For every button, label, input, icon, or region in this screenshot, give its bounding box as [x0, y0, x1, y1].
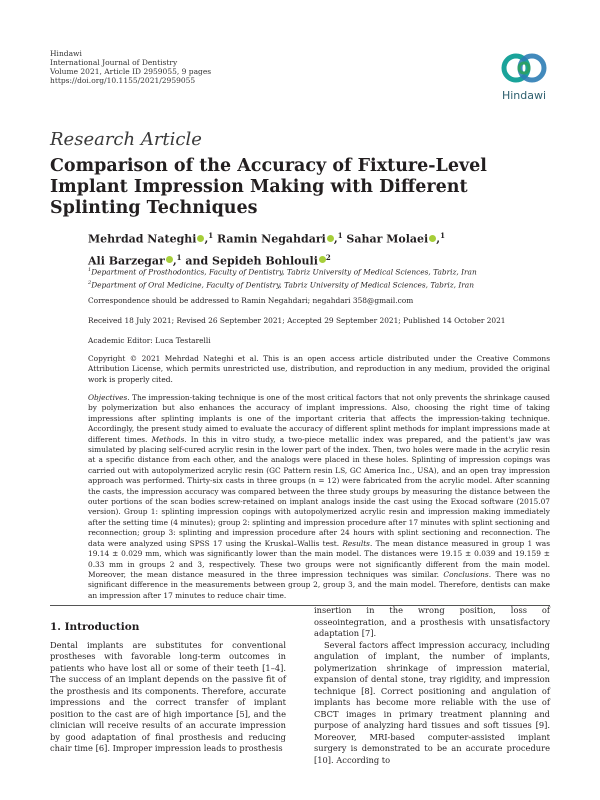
orcid-icon[interactable] — [319, 256, 326, 263]
journal-meta — [50, 49, 211, 85]
abstract-methods: In this in vitro study, a two-piece metallic index was prepared, and the patient's jaw was simulated by placing self-cured acrylic resin in the lower part of the index. Then, two holes were made in the acrylic resin at a specific distance from each other, and the analogs were placed in these holes. Splinting of impression copings was carried out with autopolymerized acrylic resin (GC Pattern resin LS, GC America Inc., USA), and an open tray impression approach was performed. Thirty-six casts in three groups (n = 12) were fabricated from the acrylic model. After scanning the casts, the impression accuracy was compared between the three study groups by measuring the distance between the outer portions of the scan bodies screw-retained on implant analogs inside the cast using the Exocad software (2015.07 version). Group 1: splinting impression copings with autopolymerized acrylic resin and impression making immediately after the setting time (4 minutes); group 2: splinting and impression procedure after 17 minutes with splint sectioning and reconnection; group 3: splinting and impression procedure after 24 hours with splint sectioning and reconnection. The data were analyzed using SPSS 17 using the Kruskal–Wallis test. — [88, 434, 550, 548]
abstract-objectives: The impression-taking technique is one of the most critical factors that not only prevents the shrinkage caused by polymerization but also enhances the accuracy of implant impressions. Also, choosing the right time of taking impressions after splinting implants is one of the important criteria that affects the impression-taking technique. Accordingly, the present study aimed to evaluate the accuracy of different splint methods for implant impressions made at different times. — [88, 393, 550, 444]
abstract-objectives-label: Objectives. — [88, 393, 130, 402]
author-name[interactable]: Ali Barzegar — [88, 254, 165, 268]
abstract-methods-label: Methods. — [151, 434, 187, 444]
orcid-icon[interactable] — [327, 235, 334, 242]
author-name[interactable]: Sahar Molaei — [346, 232, 429, 246]
correspondence: Correspondence should be addressed to Ramin Negahdari; negahdari 358@gmail.com — [88, 296, 414, 305]
intro-column-left — [50, 622, 286, 755]
doi-link[interactable]: https://doi.org/10.1155/2021/2959055 — [50, 76, 196, 85]
author-name[interactable]: Mehrdad Nateghi — [88, 232, 197, 246]
abstract — [88, 393, 550, 601]
hindawi-logo[interactable] — [494, 48, 554, 104]
logo-wordmark: Hindawi — [501, 89, 547, 102]
orcid-icon[interactable] — [166, 256, 173, 263]
affiliations: $^1$Department of Prosthodontics, Faculty of Dentistry, Tabriz University of Medical Sciences, Tabriz, Iran $^2$Department of Oral Medicine, Faculty of Dentistry, Tabriz University of Medical Sciences, Tabriz, Iran — [88, 267, 477, 290]
orcid-icon[interactable] — [197, 235, 204, 242]
abstract-results-label: Results. — [342, 538, 373, 548]
author-name[interactable]: Ramin Negahdari — [217, 232, 326, 246]
abstract-conclusions: There was no significant difference in the measurements between group 2, group 3, and the main model. Therefore, dentists can make an impression after 17 minutes to reduce chair time. — [88, 569, 550, 600]
author-name[interactable]: Sepideh Bohlouli — [212, 254, 318, 268]
volume-info: Volume 2021, Article ID 2959055, 9 pages — [50, 67, 212, 76]
orcid-icon[interactable] — [429, 235, 436, 242]
academic-editor: Academic Editor: Luca Testarelli — [88, 336, 211, 345]
affiliation-1: Department of Prosthodontics, Faculty of Dentistry, Tabriz University of Medical Sciences, Tabriz, Iran — [91, 267, 477, 277]
hindawi-logo-icon — [499, 48, 549, 88]
intro-paragraph: Dental implants are substitutes for conventional prostheses with favorable long-term outcomes in patients who have lost all or some of their teeth [1–4]. The success of an implant depends on the passive fit of the prosthesis and its components. Therefore, accurate impressions and the correct transfer of implant position to the cast are of high importance [5], and the clinician will receive results of an accurate impression by good adaptation of final prosthesis and reducing chair time [6]. Improper impression leads to prosthesis — [50, 639, 286, 753]
article-type: Research Article — [50, 129, 202, 150]
intro-paragraph: Several factors affect impression accuracy, including angulation of implant, the number of implants, polymerization shrinkage of impression material, expansion of dental stone, tray rigidity, and impression technique [8]. Correct positioning and angulation of implants has become more reliable with the use of CBCT images in primary treatment planning and purpose of analyzing hard tissues and soft tissues [9]. Moreover, MRI-based computer-assisted implant surgery is demonstrated to be an accurate procedure [10]. According to — [314, 639, 550, 765]
article-title: Comparison of the Accuracy of Fixture-Level Implant Impression Making with Different Splinting Techniques — [50, 156, 487, 218]
journal-name: International Journal of Dentistry — [50, 58, 178, 67]
intro-paragraph: insertion in the wrong position, loss of osseointegration, and a prosthesis with unsatisfactory adaptation [7]. — [314, 605, 550, 638]
section-heading-introduction: 1. Introduction — [50, 621, 140, 633]
copyright-notice: Copyright © 2021 Mehrdad Nateghi et al. This is an open access article distributed under the Creative Commons Attribution License, which permits unrestricted use, distribution, and reproduction in any medium, provided the original work is properly cited. — [88, 354, 550, 384]
affiliation-2: Department of Oral Medicine, Faculty of Dentistry, Tabriz University of Medical Sciences, Tabriz, Iran — [91, 280, 474, 290]
publication-dates: Received 18 July 2021; Revised 26 September 2021; Accepted 29 September 2021; Published 14 October 2021 — [88, 316, 506, 325]
author-list: Mehrdad Nateghi ,$^1$ Ramin Negahdari ,$^1$ Sahar Molaei ,$^1$ Ali Barzegar ,$^1$ and Sepideh Bohlouli $^2$ — [88, 231, 445, 268]
abstract-conclusions-label: Conclusions. — [443, 569, 492, 579]
intro-column-right — [314, 605, 550, 766]
abstract-results: The mean distance measured in group 1 was 19.14 ± 0.029 mm, which was significantly lower than the main model. The distances were 19.15 ± 0.039 and 19.159 ± 0.33 mm in groups 2 and 3, respectively. These two groups were not significantly different from the main model. Moreover, the mean distance measured in the three impression techniques was similar. — [88, 538, 550, 579]
author-conjunction: and — [185, 254, 209, 268]
publisher-name: Hindawi — [50, 49, 82, 58]
